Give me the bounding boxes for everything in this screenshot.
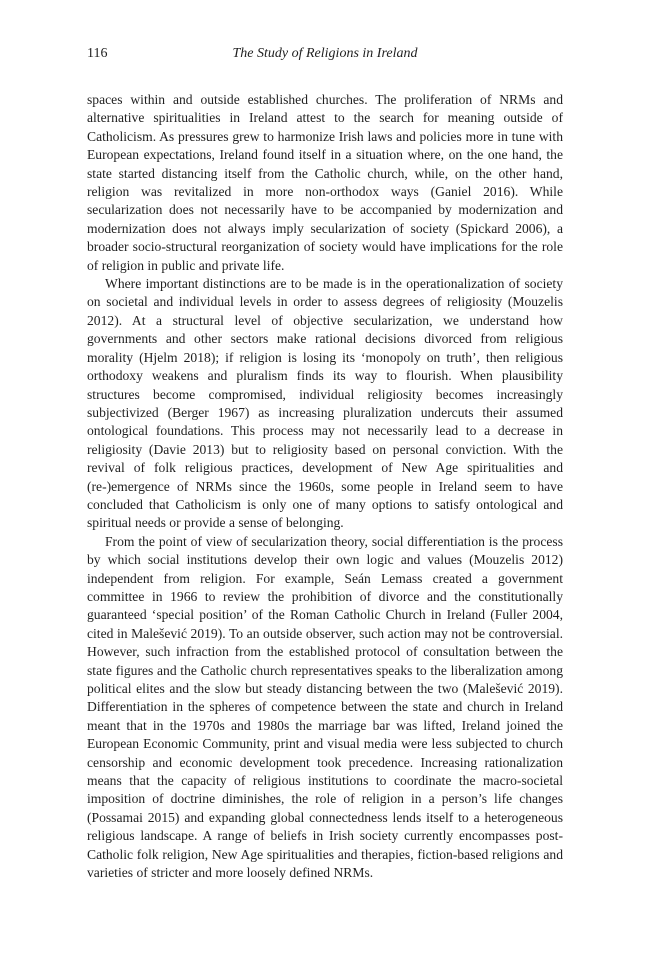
paragraph: Where important distinctions are to be made is in the operationalization of society on societal and individual levels in order to assess degrees of religiosity (Mouzelis 2012). At a structural level of objective secularization, we understand how governments and other sectors make rational decisions divorced from religious morality (Hjelm 2018); if religion is losing its ‘monopoly on truth’, then religious orthodoxy weakens and pluralism finds its way to flourish. When plausibility structures become compromised, individual religiosity becomes increasingly subjectivized (Berger 1967) as increasing pluralization undercuts their assumed ontological foundations. This process may not necessarily lead to a decrease in religiosity (Davie 2013) but to religiosity based on personal conviction. With the revival of folk religious practices, development of New Age spiritualities and (re-)emergence of NRMs since the 1960s, some people in Ireland seem to have concluded that Catholicism is only one of many options to satisfy ontological and spiritual needs or provide a sense of belonging. [87,276,563,531]
body-text [87,91,563,882]
paragraph: From the point of view of secularization theory, social differentiation is the process by which social institutions develop their own logic and values (Mouzelis 2012) independent from religion. For example, Seán Lemass created a government committee in 1966 to review the prohibition of divorce and the constitutionally guaranteed ‘special position’ of the Roman Catholic Church in Ireland (Fuller 2004, cited in Malešević 2019). To an outside observer, such action may not be controversial. However, such infraction from the established protocol of consultation between the state figures and the Catholic church representatives speaks to the liberalization among political elites and the slow but steady distancing between the two (Malešević 2019). Differentiation in the spheres of competence between the state and church in Ireland meant that in the 1970s and 1980s the marriage bar was lifted, Ireland joined the European Economic Community, print and visual media were less subjected to church censorship and economic development took precedence. Increasing rationalization means that the capacity of religious institutions to coordinate the macro-societal imposition of doctrine diminishes, the role of religion in a person’s life changes (Possamai 2015) and expanding global connectedness lends itself to a heterogeneous religious landscape. A range of beliefs in Irish society currently encompasses post-Catholic folk religion, New Age spiritualities and therapies, fiction-based religions and varieties of stricter and more loosely defined NRMs. [87,533,563,881]
page-number: 116 [87,46,108,61]
running-title: The Study of Religions in Ireland [232,46,418,61]
paragraph: spaces within and outside established churches. The proliferation of NRMs and alternative spiritualities in Ireland attest to the search for meaning outside of Catholicism. As pressures grew to harmonize Irish laws and policies more in tune with European expectations, Ireland found itself in a situation where, on the one hand, the state started distancing itself from the Catholic church, while, on the other hand, religion was revitalized in more non-orthodox ways (Ganiel 2016). While secularization does not necessarily have to be accompanied by modernization and modernization does not always imply secularization of society (Spickard 2006), a broader socio-structural reorganization of society would have implications for the role of religion in public and private life. [87,92,563,273]
running-header [87,46,563,66]
